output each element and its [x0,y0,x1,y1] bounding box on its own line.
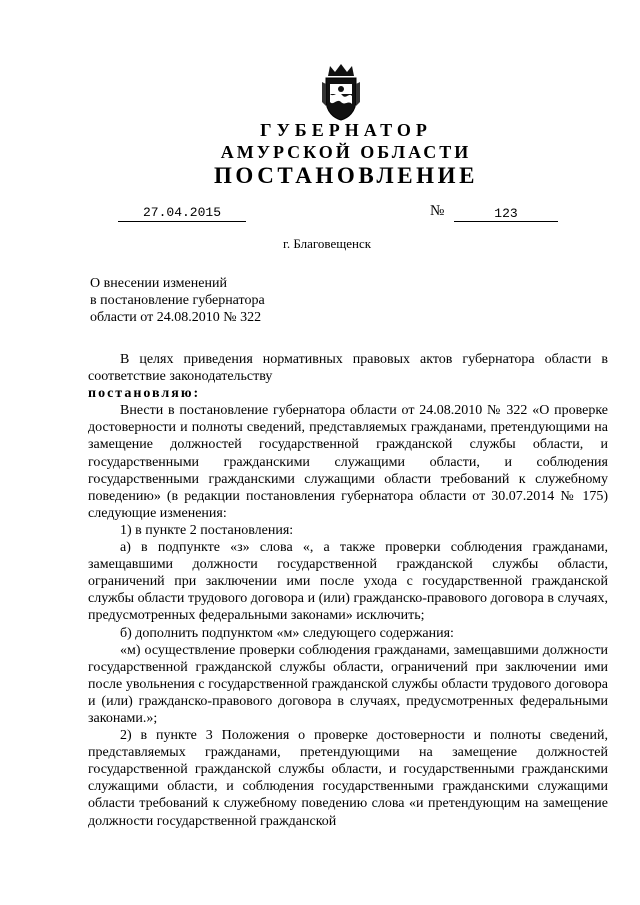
item-1b-text: «м) осуществление проверки соблюдения гражданами, замещавшими должности государственной гражданской службы области, ограничений при заключении ими после увольнения с государственной гражданской службы области трудового договора и (или) гражданско-правового договора в случаях, предусмотренных федеральными законами.»; [88,642,608,726]
city-line: г. Благовещенск [282,236,372,251]
subject-block [90,275,265,326]
preamble-paragraph: В целях приведения нормативных правовых актов губернатора области в соответствие законодательству [88,352,608,385]
decree-word: постановляю: [88,386,201,402]
subject-line: в постановление губернатора [90,293,265,308]
document-date: 27.04.2015 [118,205,246,222]
intro-paragraph: Внести в постановление губернатора области от 24.08.2010 № 322 «О проверке достоверности и полноты сведений, представляемых гражданами, претендующими на замещение должностей государственной гражданской службы области, и государственными гражданскими служащими области, и соблюдения государственными гражданскими служащими области требований к служебному поведению» (в редакции постановления губернатора области от 30.07.2014 № 175) следующие изменения: [88,403,608,521]
item-2: 2) в пункте 3 Положения о проверке достоверности и полноты сведений, представляемых гражданами, претендующими на замещение должностей государственной гражданской службы области, и государственными гражданскими служащими области, и соблюдения государственными гражданскими служащими области требований к служебному поведению слова «и претендующим на замещение должности государственной гражданской [88,728,608,829]
amur-coat-of-arms-icon [318,62,364,122]
region-title: АМУРСКОЙ ОБЛАСТИ [220,142,472,162]
item-1a: а) в подпункте «з» слова «, а также проверки соблюдения гражданами, замещавшими должности государственной гражданской службы области, ограничений при заключении ими после ухода с государственной гражданской службы области трудового договора и (или) гражданско-правового договора в случаях, предусмотренных федеральными законами» исключить; [88,540,608,624]
subject-line: области от 24.08.2010 № 322 [90,310,262,325]
document-type-title: ПОСТАНОВЛЕНИЕ [213,163,479,188]
subject-line: О внесении изменений [90,276,227,291]
document-number: 123 [454,207,558,222]
item-1: 1) в пункте 2 постановления: [120,522,294,538]
document-body [88,351,608,830]
item-1b: б) дополнить подпунктом «м» следующего содержания: [120,625,454,641]
governor-title: ГУБЕРНАТОР [260,120,432,140]
number-sign: № [430,203,445,219]
